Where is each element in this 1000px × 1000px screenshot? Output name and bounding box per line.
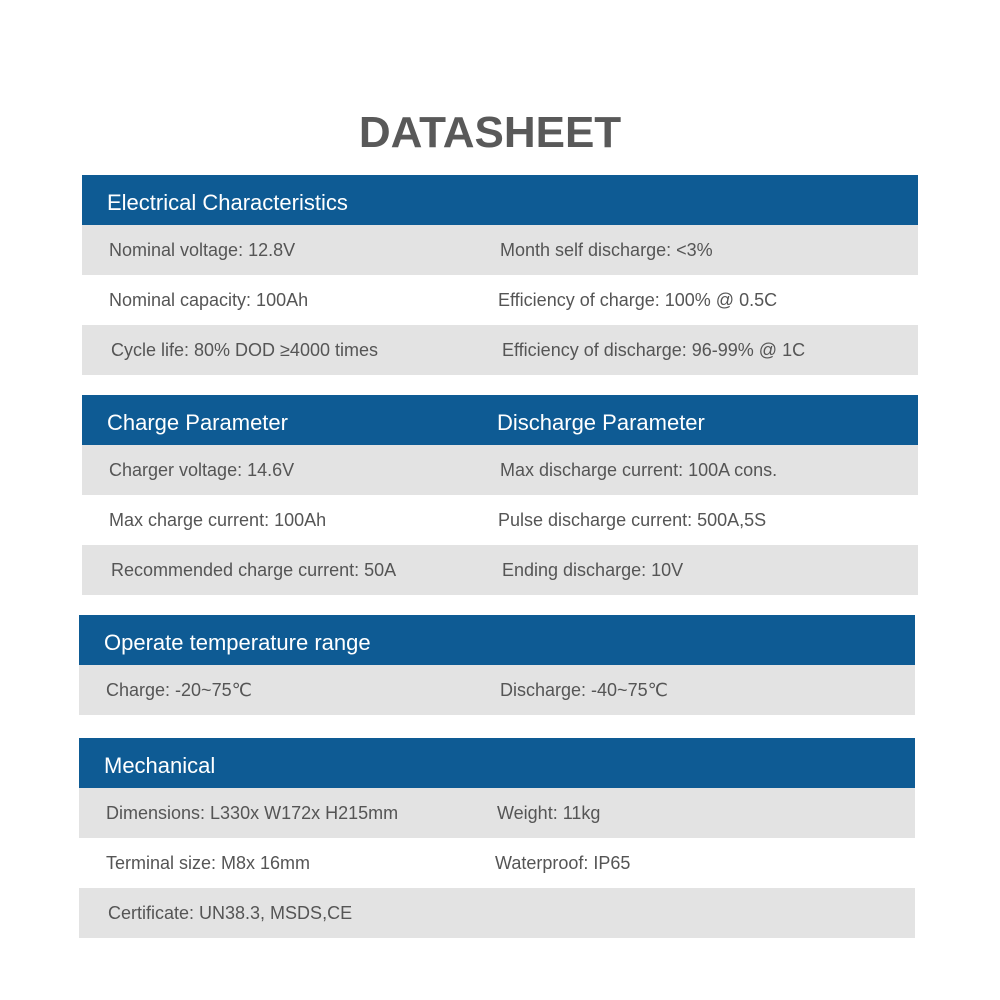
spec-charger-voltage: Charger voltage: 14.6V xyxy=(109,460,295,480)
spec-month-self-discharge: Month self discharge: <3% xyxy=(500,240,713,260)
charge-header xyxy=(82,395,918,445)
table-row xyxy=(82,225,918,275)
mechanical-header-label: Mechanical xyxy=(104,753,216,778)
spec-waterproof: Waterproof: IP65 xyxy=(495,853,631,873)
spec-efficiency-discharge: Efficiency of discharge: 96-99% @ 1C xyxy=(502,340,806,360)
table-row xyxy=(79,788,915,838)
table-row xyxy=(82,275,918,325)
table-row xyxy=(82,325,918,375)
electrical-section xyxy=(82,175,918,375)
spec-terminal-size: Terminal size: M8x 16mm xyxy=(106,853,311,873)
table-row xyxy=(82,445,918,495)
table-row xyxy=(82,495,918,545)
discharge-header-label: Discharge Parameter xyxy=(497,410,705,435)
spec-certificate: Certificate: UN38.3, MSDS,CE xyxy=(108,903,353,923)
spec-ending-discharge: Ending discharge: 10V xyxy=(502,560,684,580)
spec-max-discharge-current: Max discharge current: 100A cons. xyxy=(500,460,778,480)
spec-cycle-life: Cycle life: 80% DOD ≥4000 times xyxy=(111,340,378,360)
spec-nominal-voltage: Nominal voltage: 12.8V xyxy=(109,240,296,260)
spec-pulse-discharge-current: Pulse discharge current: 500A,5S xyxy=(498,510,767,530)
temperature-header xyxy=(79,615,915,665)
electrical-header xyxy=(82,175,918,225)
spec-discharge-temperature: Discharge: -40~75℃ xyxy=(500,680,668,700)
charge-section xyxy=(82,395,918,595)
charge-header-label: Charge Parameter xyxy=(107,410,288,435)
spec-recommended-charge-current: Recommended charge current: 50A xyxy=(111,560,397,580)
electrical-header-label: Electrical Characteristics xyxy=(107,190,348,215)
spec-dimensions: Dimensions: L330x W172x H215mm xyxy=(106,803,399,823)
table-row xyxy=(79,838,915,888)
table-row xyxy=(79,888,915,938)
mechanical-section xyxy=(79,738,915,938)
temperature-section xyxy=(79,615,915,715)
spec-weight: Weight: 11kg xyxy=(497,803,601,823)
table-row xyxy=(82,545,918,595)
spec-efficiency-charge: Efficiency of charge: 100% @ 0.5C xyxy=(498,290,778,310)
temperature-header-label: Operate temperature range xyxy=(104,630,371,655)
page-title: DATASHEET xyxy=(358,108,622,157)
spec-nominal-capacity: Nominal capacity: 100Ah xyxy=(109,290,309,310)
spec-charge-temperature: Charge: -20~75℃ xyxy=(106,680,252,700)
mechanical-header xyxy=(79,738,915,788)
table-row xyxy=(79,665,915,715)
spec-max-charge-current: Max charge current: 100Ah xyxy=(109,510,327,530)
